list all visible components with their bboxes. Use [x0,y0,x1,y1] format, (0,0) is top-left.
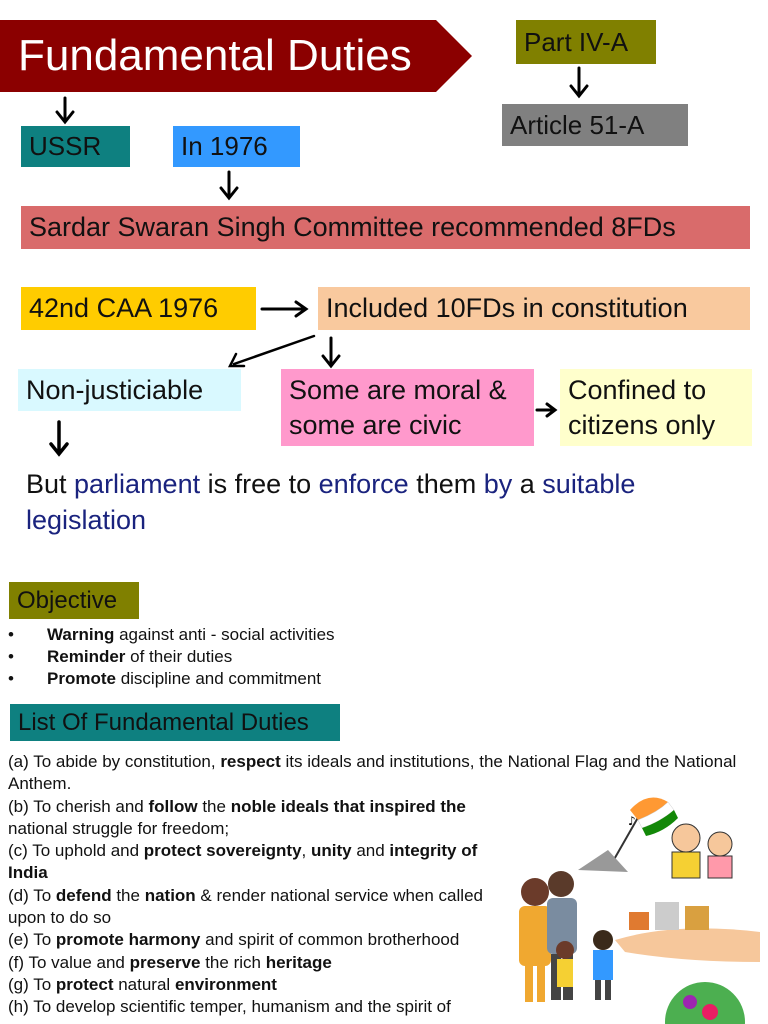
list-item [8,624,335,646]
objective-text: of their duties [125,647,233,666]
duty-bold: preserve [129,952,201,972]
arrow-right-icon [535,400,559,420]
moral-civic-line-2: some are civic [289,409,462,440]
arrow-down-icon [52,96,78,126]
svg-text:♪: ♪ [628,814,636,828]
duty-bold: defend [55,885,112,905]
enforce-text-4: a [512,469,543,499]
duty-bold: follow [148,796,198,816]
duty-text: (c) To uphold and [8,841,144,861]
bullet: • [8,647,14,666]
arrow-down-icon [216,170,242,202]
duty-bold: respect [220,752,281,771]
included-box: Included 10FDs in constitution [318,287,750,330]
part-box: Part IV-A [516,20,656,64]
arrow-down-icon [566,66,592,100]
duty-text: (f) To value and [8,952,130,972]
duty-bold: nation [144,885,196,905]
title-banner [0,20,472,92]
duty-d [8,885,488,930]
enforce-word-enforce: enforce [318,469,409,499]
arrow-down-icon [46,420,72,458]
duty-text: and spirit of common brotherhood [200,930,460,950]
duty-text: the [111,885,145,905]
duty-bold: integrity of India [8,841,478,883]
list-item [8,668,335,690]
enforce-word-by: by [483,469,513,499]
arrow-right-icon [260,298,310,320]
non-justiciable-box: Non-justiciable [18,369,241,411]
objective-list [8,624,335,690]
origin-year-box: In 1976 [173,126,300,167]
duty-bold: protect [55,974,114,994]
list-heading: List Of Fundamental Duties [10,704,340,741]
committee-box: Sardar Swaran Singh Committee recommended 8FDs [21,206,750,249]
moral-civic-box [281,369,534,446]
enforce-statement [26,466,746,538]
bullet: • [8,669,14,688]
duty-text: (d) To [8,885,56,905]
duty-bold: heritage [265,952,332,972]
duty-b [8,796,508,841]
article-box: Article 51-A [502,104,688,146]
confined-line-2: citizens only [568,409,716,440]
enforce-text-1: But [26,469,75,499]
duty-bold: promote harmony [55,930,201,950]
enforce-text-2: is free to [200,469,319,499]
confined-line-1: Confined to [568,374,707,405]
duty-text: , [301,841,311,861]
duty-bold: protect sovereignty [143,841,302,861]
origin-ussr-box: USSR [21,126,130,167]
duty-text: natural [113,974,175,994]
duty-text: the rich [200,952,266,972]
enforce-word-legislation: legislation [26,505,147,535]
duty-text: (h) To develop scientific temper, humanism and the spirit of [8,997,451,1017]
confined-box [560,369,752,446]
moral-civic-line-1: Some are moral & [289,374,507,405]
objective-text: discipline and commitment [115,669,321,688]
duty-text: (e) To [8,930,56,950]
caa-box: 42nd CAA 1976 [21,287,256,330]
enforce-word-suitable: suitable [542,469,636,499]
duty-text: and [351,841,390,861]
duty-text: its ideals and institutions, the National Flag and the National Anthem. [8,752,737,794]
arrow-down-left-icon [224,332,324,372]
page-title: Fundamental Duties [18,31,412,80]
bullet: • [8,625,14,644]
enforce-word-parliament: parliament [74,469,201,499]
duty-text: (g) To [8,974,56,994]
objective-text: against anti - social activities [114,625,335,644]
duty-text: national struggle for freedom; [8,818,230,838]
duty-text: (a) To abide by constitution, [8,752,221,771]
objective-bold: Reminder [47,647,126,666]
duty-c [8,840,508,885]
duty-bold: unity [311,841,352,861]
arrow-down-icon [318,336,344,370]
objective-bold: Warning [47,625,115,644]
family-heritage-illustration [505,862,765,1024]
objective-bold: Promote [47,669,116,688]
duty-bold: noble ideals that inspired the [230,796,466,816]
list-item [8,646,335,668]
duty-text: (b) To cherish and [8,796,149,816]
enforce-text-3: them [408,469,484,499]
duty-text: the [197,796,231,816]
objective-heading: Objective [9,582,139,619]
duty-text: & render national service when called upon to do so [8,885,483,928]
duty-bold: environment [174,974,277,994]
